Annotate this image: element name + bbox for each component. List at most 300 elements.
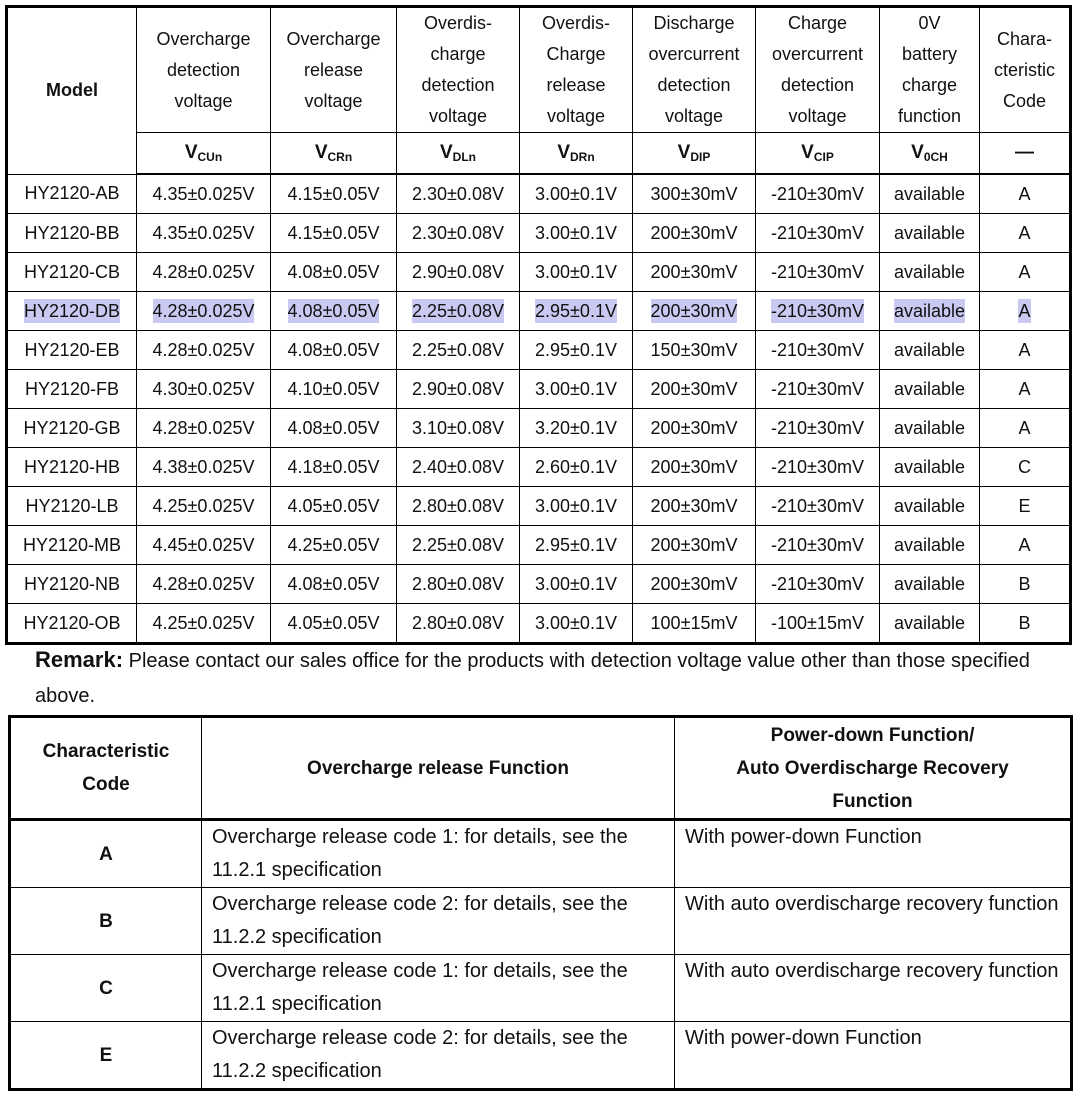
- cell-text: 300±30mV: [650, 183, 738, 204]
- value-cell: [880, 253, 980, 292]
- cell-text: HY2120-OB: [23, 612, 121, 633]
- cell-text: 4.05±0.05V: [287, 495, 380, 516]
- header-line: Charge: [787, 13, 848, 33]
- value-cell: [397, 214, 520, 253]
- cell-text: 150±30mV: [650, 339, 738, 360]
- value-cell: [633, 292, 756, 331]
- header-line: voltage: [788, 106, 847, 126]
- value-cell: [756, 448, 880, 487]
- cell-text: 2.95±0.1V: [535, 534, 617, 555]
- value-cell: [633, 174, 756, 214]
- symbol-cell: [980, 133, 1071, 175]
- cell-text: E: [1018, 495, 1031, 516]
- cell-text: A: [1018, 261, 1031, 282]
- cell-text: -210±30mV: [771, 495, 864, 516]
- header-line: Code: [82, 774, 130, 795]
- value-cell: [633, 526, 756, 565]
- table-row: [10, 888, 1072, 955]
- value-cell: [137, 604, 271, 644]
- spec-table: [5, 5, 1072, 645]
- value-cell: [520, 253, 633, 292]
- column-header: [756, 7, 880, 133]
- value-cell: [520, 409, 633, 448]
- value-cell: [633, 331, 756, 370]
- value-cell: [756, 370, 880, 409]
- header-line: Overcharge release Function: [307, 757, 569, 779]
- table-row: [7, 370, 1071, 409]
- model-cell: [7, 174, 137, 214]
- spec-symbol-row: [7, 133, 1071, 175]
- table-row: [7, 448, 1071, 487]
- value-cell: [880, 292, 980, 331]
- symbol-cell: [271, 133, 397, 175]
- cell-text: 200±30mV: [650, 495, 738, 516]
- value-cell: [137, 214, 271, 253]
- value-cell: [520, 292, 633, 331]
- value-cell: [137, 174, 271, 214]
- value-cell: [397, 604, 520, 644]
- cell-text: 4.28±0.025V: [152, 573, 255, 594]
- header-line: Discharge: [653, 13, 735, 33]
- value-cell: [880, 174, 980, 214]
- value-cell: [397, 448, 520, 487]
- release-cell: Overcharge release code 2: for details, see the 11.2.2 specification: [202, 888, 675, 955]
- cell-text: available: [893, 378, 966, 399]
- header-line: Function: [832, 790, 913, 812]
- model-cell: [7, 448, 137, 487]
- cell-text: 4.18±0.05V: [287, 456, 380, 477]
- code-table: [8, 715, 1073, 1091]
- power-cell: With power-down Function: [675, 820, 1072, 888]
- value-cell: [880, 604, 980, 644]
- value-cell: [520, 526, 633, 565]
- cell-text: -210±30mV: [771, 534, 864, 555]
- remark-label: Remark:: [35, 647, 124, 672]
- code-cell: A: [10, 820, 202, 888]
- cell-text: 2.80±0.08V: [412, 495, 504, 516]
- symbol-main: V: [314, 142, 328, 163]
- value-cell: [980, 526, 1071, 565]
- header-line: voltage: [174, 90, 233, 111]
- cell-text: HY2120-BB: [24, 222, 120, 243]
- symbol-main: V: [801, 142, 814, 163]
- table-row: [7, 526, 1071, 565]
- cell-text: 4.28±0.025V: [152, 261, 255, 282]
- header-line: cteristic: [993, 59, 1055, 80]
- value-cell: [520, 448, 633, 487]
- table-row: [7, 565, 1071, 604]
- header-line: detection: [166, 59, 241, 80]
- value-cell: [271, 526, 397, 565]
- cell-text: B: [1018, 612, 1031, 633]
- cell-text: 4.25±0.025V: [152, 612, 255, 633]
- value-cell: [397, 565, 520, 604]
- cell-text: 2.40±0.08V: [412, 456, 504, 477]
- cell-text: 4.08±0.05V: [287, 261, 380, 282]
- value-cell: [756, 487, 880, 526]
- value-cell: [137, 487, 271, 526]
- model-cell: [7, 409, 137, 448]
- symbol-subscript: CIP: [813, 150, 834, 164]
- header-line: Power-down Function/: [770, 724, 975, 746]
- table-row: [7, 331, 1071, 370]
- column-header: [980, 7, 1071, 133]
- cell-text: 2.30±0.08V: [412, 183, 504, 204]
- cell-text: 2.90±0.08V: [412, 261, 504, 282]
- model-cell: [7, 331, 137, 370]
- cell-text: 200±30mV: [650, 300, 738, 321]
- value-cell: [880, 370, 980, 409]
- cell-text: HY2120-CB: [23, 261, 121, 282]
- model-cell: [7, 565, 137, 604]
- cell-text: 3.00±0.1V: [535, 261, 617, 282]
- code-cell: E: [10, 1022, 202, 1090]
- cell-text: available: [893, 495, 966, 516]
- value-cell: [520, 174, 633, 214]
- cell-text: HY2120-AB: [24, 183, 120, 204]
- value-cell: [980, 214, 1071, 253]
- value-cell: [271, 487, 397, 526]
- cell-text: HY2120-EB: [24, 339, 120, 360]
- header-line: overcurrent: [771, 44, 864, 64]
- header-line: detection: [657, 75, 731, 95]
- cell-text: 2.25±0.08V: [412, 339, 504, 360]
- column-header: [137, 7, 271, 133]
- cell-text: 3.00±0.1V: [535, 183, 617, 204]
- value-cell: [756, 565, 880, 604]
- header-line: voltage: [428, 106, 488, 126]
- cell-text: 4.28±0.025V: [152, 417, 255, 438]
- cell-text: A: [1018, 378, 1031, 399]
- code-body: [10, 820, 1072, 1090]
- cell-text: available: [893, 300, 966, 321]
- cell-text: 2.95±0.1V: [535, 300, 617, 321]
- value-cell: [271, 253, 397, 292]
- cell-text: HY2120-MB: [22, 534, 122, 555]
- cell-text: available: [893, 612, 966, 633]
- table-row: [7, 174, 1071, 214]
- model-cell: [7, 292, 137, 331]
- value-cell: [271, 604, 397, 644]
- symbol-main: V: [557, 142, 570, 163]
- cell-text: 200±30mV: [650, 534, 738, 555]
- symbol-main: V: [677, 142, 691, 163]
- cell-text: A: [1018, 417, 1031, 438]
- cell-text: -210±30mV: [771, 339, 864, 360]
- value-cell: [271, 292, 397, 331]
- value-cell: [397, 253, 520, 292]
- symbol-cell: [633, 133, 756, 175]
- model-cell: [7, 526, 137, 565]
- column-header: [397, 7, 520, 133]
- cell-text: 2.80±0.08V: [412, 573, 504, 594]
- cell-text: 4.08±0.05V: [287, 300, 380, 321]
- header-line: voltage: [664, 106, 724, 126]
- cell-text: 4.08±0.05V: [287, 417, 380, 438]
- release-cell: Overcharge release code 1: for details, see the 11.2.1 specification: [202, 955, 675, 1022]
- code-header-row: [10, 717, 1072, 820]
- value-cell: [980, 604, 1071, 644]
- value-cell: [271, 448, 397, 487]
- cell-text: 3.00±0.1V: [535, 495, 617, 516]
- value-cell: [397, 174, 520, 214]
- release-cell: Overcharge release code 2: for details, see the 11.2.2 specification: [202, 1022, 675, 1090]
- header-line: Charge: [546, 44, 606, 64]
- remark-text: Please contact our sales office for the products with detection voltage value other than those specified above.: [35, 650, 1030, 707]
- value-cell: [520, 487, 633, 526]
- value-cell: [137, 409, 271, 448]
- value-cell: [980, 253, 1071, 292]
- value-cell: [633, 214, 756, 253]
- cell-text: A: [1018, 183, 1031, 204]
- value-cell: [880, 448, 980, 487]
- cell-text: A: [1018, 534, 1031, 555]
- value-cell: [271, 409, 397, 448]
- value-cell: [520, 214, 633, 253]
- value-cell: [137, 292, 271, 331]
- value-cell: [271, 214, 397, 253]
- value-cell: [880, 526, 980, 565]
- cell-text: 4.15±0.05V: [287, 183, 380, 204]
- column-header: [675, 717, 1072, 820]
- value-cell: [756, 331, 880, 370]
- cell-text: 3.20±0.1V: [535, 417, 617, 438]
- cell-text: available: [893, 534, 966, 555]
- value-cell: [980, 448, 1071, 487]
- symbol-subscript: DIP: [690, 150, 711, 164]
- symbol-cell: [137, 133, 271, 175]
- symbol-main: —: [1015, 142, 1034, 163]
- value-cell: [756, 292, 880, 331]
- table-row: [10, 955, 1072, 1022]
- cell-text: -210±30mV: [771, 261, 864, 282]
- value-cell: [397, 292, 520, 331]
- value-cell: [137, 565, 271, 604]
- header-line: overcurrent: [648, 44, 740, 64]
- cell-text: -210±30mV: [771, 378, 864, 399]
- value-cell: [633, 409, 756, 448]
- cell-text: 2.60±0.1V: [535, 456, 617, 477]
- value-cell: [397, 487, 520, 526]
- value-cell: [520, 565, 633, 604]
- value-cell: [633, 370, 756, 409]
- value-cell: [397, 370, 520, 409]
- value-cell: [633, 448, 756, 487]
- cell-text: 4.25±0.025V: [152, 495, 255, 516]
- header-line: Overcharge: [156, 28, 251, 49]
- value-cell: [880, 487, 980, 526]
- value-cell: [980, 409, 1071, 448]
- cell-text: 4.35±0.025V: [152, 222, 255, 243]
- column-header: [10, 717, 202, 820]
- symbol-subscript: CRn: [327, 150, 353, 164]
- cell-text: 2.80±0.08V: [412, 612, 504, 633]
- cell-text: 200±30mV: [650, 456, 738, 477]
- value-cell: [980, 174, 1071, 214]
- cell-text: C: [1018, 456, 1031, 477]
- cell-text: 4.35±0.025V: [152, 183, 255, 204]
- cell-text: HY2120-DB: [23, 300, 121, 321]
- column-header: [202, 717, 675, 820]
- cell-text: 2.25±0.08V: [412, 534, 504, 555]
- cell-text: 2.95±0.1V: [535, 339, 617, 360]
- cell-text: HY2120-NB: [23, 573, 121, 594]
- header-line: Code: [1002, 90, 1047, 111]
- cell-text: 4.05±0.05V: [287, 612, 380, 633]
- release-cell: Overcharge release code 1: for details, see the 11.2.1 specification: [202, 820, 675, 888]
- cell-text: available: [893, 456, 966, 477]
- table-row: [7, 292, 1071, 331]
- cell-text: A: [1018, 300, 1031, 321]
- header-line: battery: [901, 44, 958, 64]
- cell-text: 2.90±0.08V: [412, 378, 504, 399]
- cell-text: available: [893, 222, 966, 243]
- header-line: Characteristic: [42, 741, 170, 762]
- value-cell: [271, 174, 397, 214]
- cell-text: -210±30mV: [771, 300, 864, 321]
- value-cell: [137, 526, 271, 565]
- table-row: [7, 214, 1071, 253]
- value-cell: [137, 253, 271, 292]
- cell-text: -210±30mV: [771, 222, 864, 243]
- symbol-subscript: CUn: [197, 150, 223, 164]
- value-cell: [633, 565, 756, 604]
- header-line: Overcharge: [286, 28, 381, 49]
- table-row: [7, 409, 1071, 448]
- cell-text: 4.30±0.025V: [152, 378, 255, 399]
- value-cell: [880, 331, 980, 370]
- header-line: charge: [901, 75, 958, 95]
- model-cell: [7, 253, 137, 292]
- cell-text: 200±30mV: [650, 378, 738, 399]
- cell-text: HY2120-LB: [25, 495, 119, 516]
- symbol-subscript: 0CH: [923, 150, 948, 164]
- cell-text: 4.15±0.05V: [287, 222, 380, 243]
- cell-text: 4.25±0.05V: [287, 534, 380, 555]
- header-line: voltage: [546, 106, 606, 126]
- cell-text: HY2120-HB: [23, 456, 121, 477]
- cell-text: 3.00±0.1V: [535, 573, 617, 594]
- value-cell: [633, 487, 756, 526]
- symbol-cell: [397, 133, 520, 175]
- cell-text: 4.45±0.025V: [152, 534, 255, 555]
- value-cell: [137, 448, 271, 487]
- value-cell: [756, 214, 880, 253]
- spec-body: [7, 174, 1071, 644]
- header-line: release: [303, 59, 364, 80]
- cell-text: 2.30±0.08V: [412, 222, 504, 243]
- value-cell: [980, 565, 1071, 604]
- cell-text: 4.38±0.025V: [152, 456, 255, 477]
- spec-header-row: [7, 7, 1071, 133]
- value-cell: [397, 331, 520, 370]
- cell-text: -210±30mV: [771, 456, 864, 477]
- cell-text: 100±15mV: [650, 612, 738, 633]
- value-cell: [980, 331, 1071, 370]
- cell-text: 4.28±0.025V: [152, 339, 255, 360]
- code-cell: B: [10, 888, 202, 955]
- header-line: function: [897, 106, 962, 126]
- cell-text: 4.28±0.025V: [152, 300, 255, 321]
- header-line: Overdis-: [423, 13, 492, 33]
- table-row: [10, 820, 1072, 888]
- symbol-subscript: DLn: [452, 150, 476, 164]
- value-cell: [756, 174, 880, 214]
- cell-text: 3.00±0.1V: [535, 222, 617, 243]
- cell-text: -100±15mV: [771, 612, 864, 633]
- cell-text: 200±30mV: [650, 417, 738, 438]
- cell-text: 200±30mV: [650, 261, 738, 282]
- header-line: release: [546, 75, 606, 95]
- cell-text: available: [893, 183, 966, 204]
- model-cell: [7, 487, 137, 526]
- power-cell: With power-down Function: [675, 1022, 1072, 1090]
- value-cell: [137, 331, 271, 370]
- column-header: [520, 7, 633, 133]
- cell-text: 3.10±0.08V: [412, 417, 504, 438]
- value-cell: [880, 214, 980, 253]
- table-row: [7, 487, 1071, 526]
- value-cell: [397, 409, 520, 448]
- header-line: 0V: [918, 13, 941, 33]
- value-cell: [980, 370, 1071, 409]
- symbol-cell: [520, 133, 633, 175]
- value-cell: [520, 370, 633, 409]
- value-cell: [271, 565, 397, 604]
- header-line: voltage: [304, 90, 363, 111]
- value-cell: [633, 604, 756, 644]
- value-cell: [756, 526, 880, 565]
- value-cell: [520, 331, 633, 370]
- cell-text: 3.00±0.1V: [535, 378, 617, 399]
- column-header: [633, 7, 756, 133]
- cell-text: 3.00±0.1V: [535, 612, 617, 633]
- remark: [35, 642, 1055, 714]
- cell-text: 4.10±0.05V: [287, 378, 380, 399]
- cell-text: available: [893, 417, 966, 438]
- cell-text: 2.25±0.08V: [412, 300, 504, 321]
- cell-text: 200±30mV: [650, 573, 738, 594]
- model-cell: [7, 214, 137, 253]
- symbol-main: V: [184, 142, 198, 163]
- table-row: [10, 1022, 1072, 1090]
- value-cell: [520, 604, 633, 644]
- table-row: [7, 253, 1071, 292]
- header-line: detection: [421, 75, 495, 95]
- table-row: [7, 604, 1071, 644]
- header-line: charge: [430, 44, 486, 64]
- value-cell: [271, 331, 397, 370]
- cell-text: B: [1018, 573, 1031, 594]
- cell-text: available: [893, 261, 966, 282]
- value-cell: [880, 409, 980, 448]
- cell-text: 4.08±0.05V: [287, 573, 380, 594]
- value-cell: [756, 604, 880, 644]
- value-cell: [756, 409, 880, 448]
- cell-text: A: [1018, 222, 1031, 243]
- column-header: [880, 7, 980, 133]
- header-line: Overdis-: [541, 13, 610, 33]
- cell-text: 200±30mV: [650, 222, 738, 243]
- power-cell: With auto overdischarge recovery function: [675, 888, 1072, 955]
- cell-text: A: [1018, 339, 1031, 360]
- cell-text: 4.08±0.05V: [287, 339, 380, 360]
- value-cell: [980, 487, 1071, 526]
- symbol-main: V: [911, 142, 924, 163]
- cell-text: -210±30mV: [771, 183, 864, 204]
- value-cell: [980, 292, 1071, 331]
- value-cell: [756, 253, 880, 292]
